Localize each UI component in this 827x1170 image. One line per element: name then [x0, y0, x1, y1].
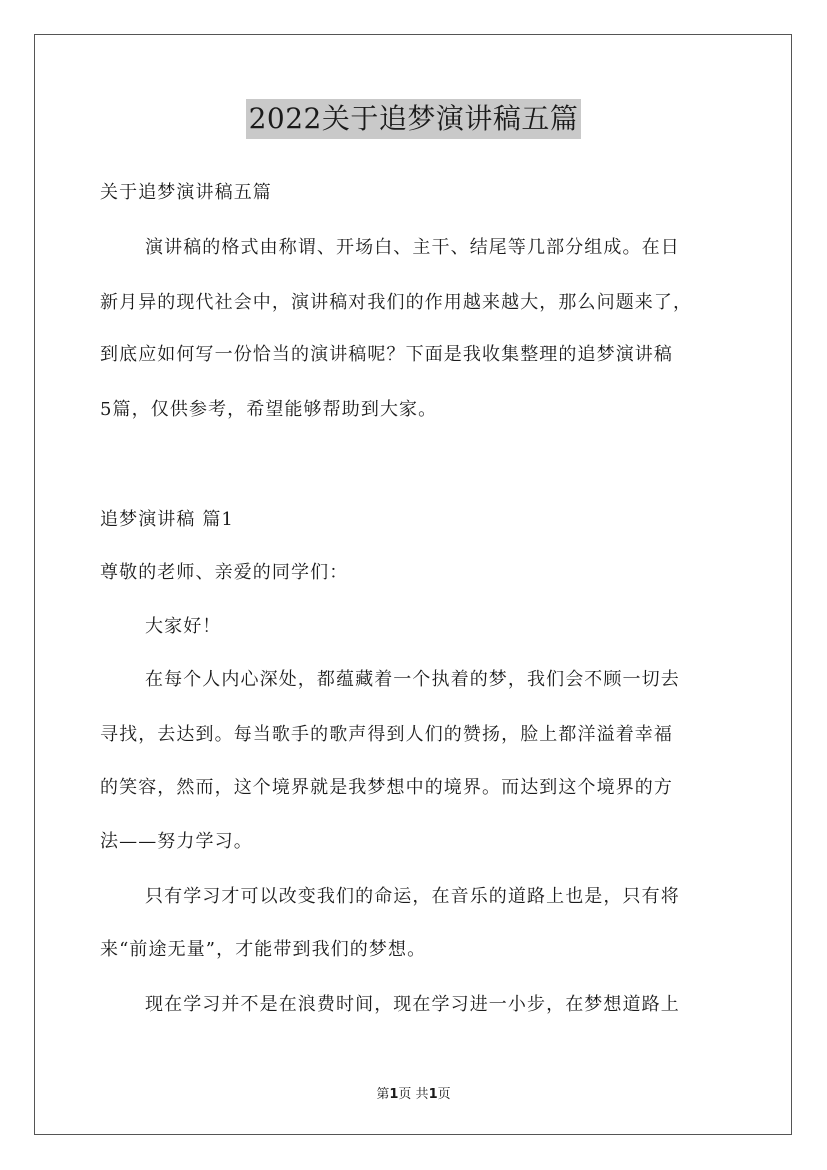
- paragraph-line: 现在学习并不是在浪费时间，现在学习进一小步，在梦想道路上: [145, 994, 680, 1015]
- paragraph-line: 到底应如何写一份恰当的演讲稿呢？下面是我收集整理的追梦演讲稿: [100, 344, 673, 365]
- page-footer: [0, 1083, 827, 1102]
- paragraph-line: 寻找，去达到。每当歌手的歌声得到人们的赞扬，脸上都洋溢着幸福: [100, 724, 673, 745]
- paragraph-line: 新月异的现代社会中，演讲稿对我们的作用越来越大，那么问题来了，: [100, 292, 693, 313]
- paragraph-line: 来“前途无量”，才能带到我们的梦想。: [100, 939, 427, 960]
- document-title: 2022关于追梦演讲稿五篇: [246, 99, 582, 139]
- paragraph-line: 演讲稿的格式由称谓、开场白、主干、结尾等几部分组成。在日: [145, 237, 680, 258]
- greeting-line: 大家好！: [145, 616, 222, 637]
- paragraph-line: 5篇，仅供参考，希望能够帮助到大家。: [100, 399, 438, 420]
- section-heading: 追梦演讲稿 篇1: [100, 509, 234, 530]
- page-prefix: 第: [376, 1087, 390, 1102]
- paragraph-line: 只有学习才可以改变我们的命运，在音乐的道路上也是，只有将: [145, 886, 680, 907]
- paragraph-line: 在每个人内心深处，都蕴藏着一个执着的梦，我们会不顾一切去: [145, 669, 680, 690]
- title-container: [0, 99, 827, 139]
- page-total: 1: [428, 1087, 438, 1102]
- salutation-line: 尊敬的老师、亲爱的同学们：: [100, 562, 349, 583]
- paragraph-line: 法——努力学习。: [100, 831, 253, 852]
- subtitle-line: 关于追梦演讲稿五篇: [100, 182, 272, 203]
- page-current: 1: [389, 1087, 399, 1102]
- page-suffix: 页: [437, 1087, 451, 1102]
- paragraph-line: 的笑容，然而，这个境界就是我梦想中的境界。而达到这个境界的方: [100, 777, 673, 798]
- page-mid: 页 共: [398, 1087, 429, 1102]
